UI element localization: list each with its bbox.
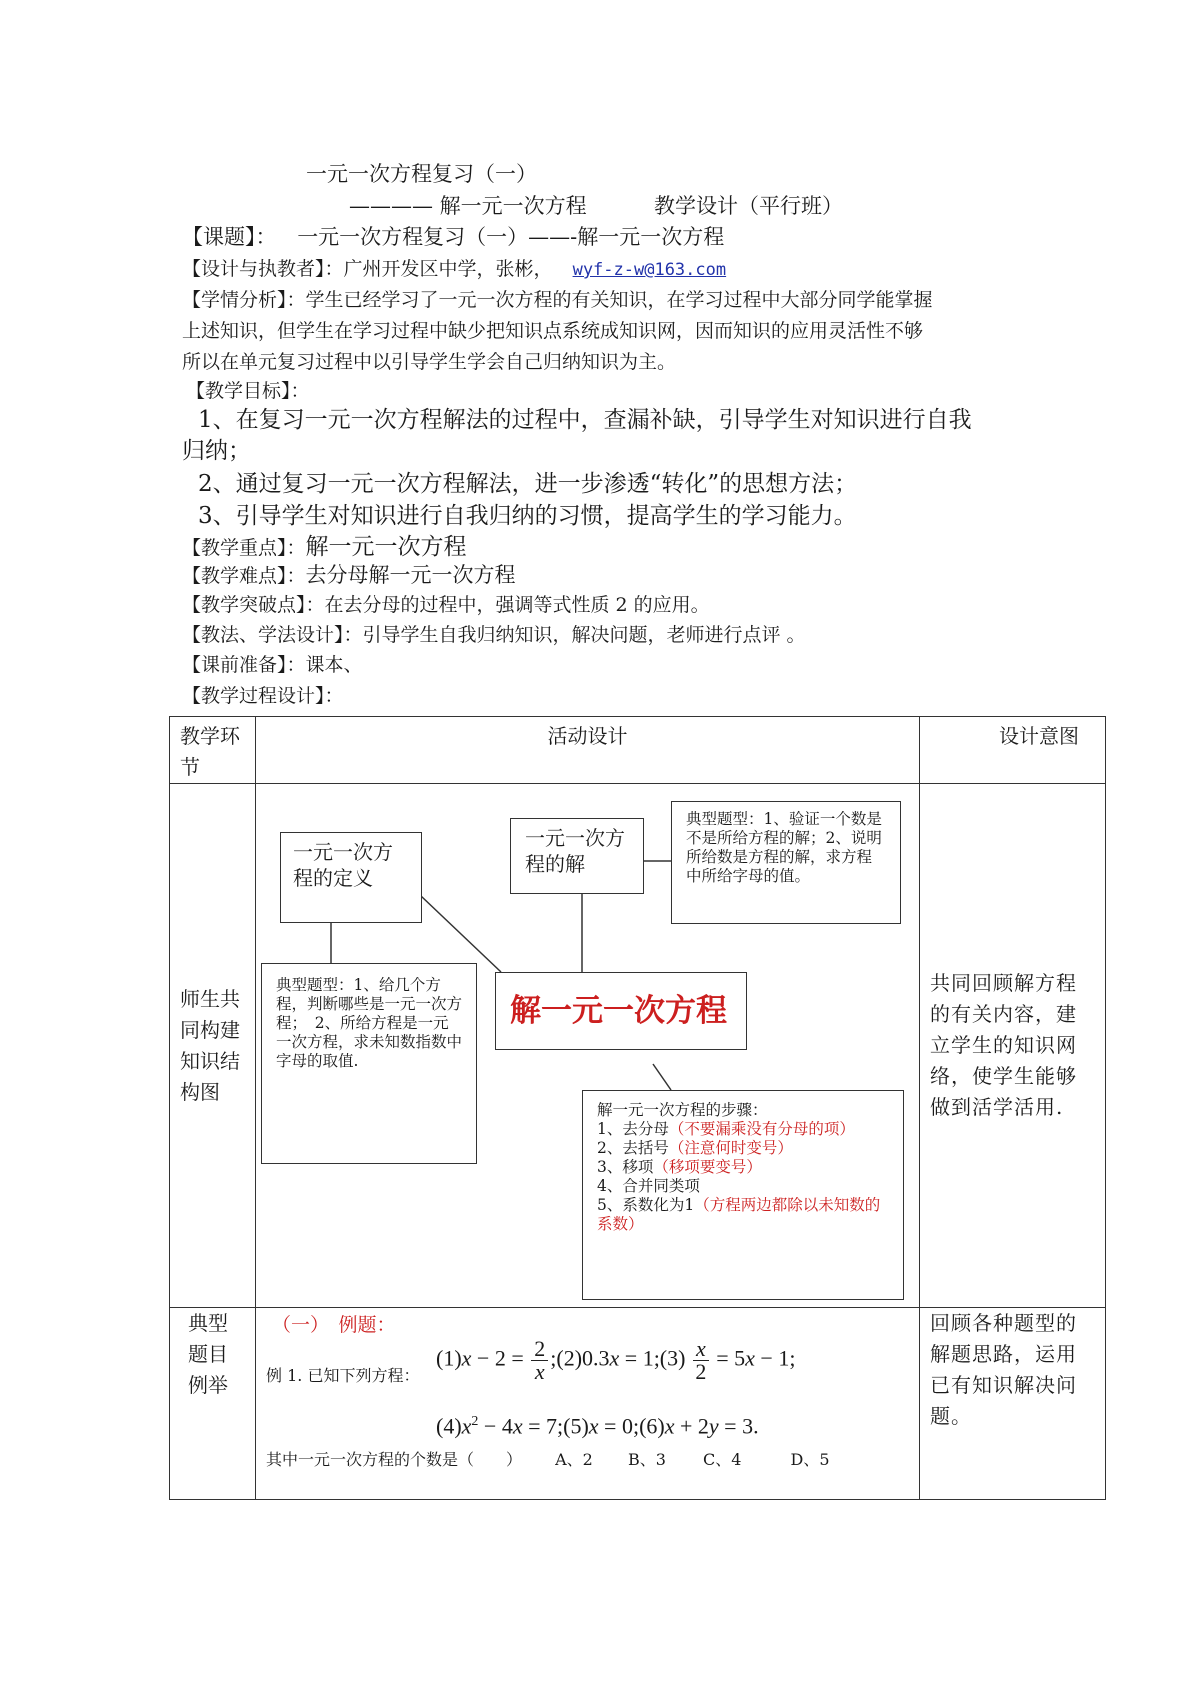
analysis-line2: 上述知识，但学生在学习过程中缺少把知识点系统成知识网，因而知识的应用灵活性不够 [182, 320, 924, 342]
stage-map: 师生共同构建知识结构图 [170, 784, 256, 1308]
header-stage: 教学环节 [170, 717, 256, 784]
goals-label: 【教学目标】： [186, 380, 310, 402]
line-definition-center [421, 896, 501, 972]
analysis-line3: 所以在单元复习过程中以引导学生学会自己归纳知识为主。 [182, 351, 677, 373]
author-label: 【设计与执教者】： [182, 258, 344, 280]
goal1-line1: 1、在复习一元一次方程解法的过程中，查漏补缺，引导学生对知识进行自我 [198, 407, 972, 433]
intent-examples: 回顾各种题型的解题思路，运用已有知识解决问题。 [920, 1308, 1106, 1500]
examples [256, 1308, 919, 1499]
option-c: C、4 [703, 1450, 742, 1469]
header-activity: 活动设计 [256, 717, 920, 784]
map-solution-types-box: 典型题型：1、验证一个数是不是所给方程的解；2、说明所给数是方程的解，求方程中所给字母的值。 [671, 801, 901, 924]
breakthrough-value: 在去分母的过程中，强调等式性质 2 的应用。 [324, 594, 710, 616]
example1-equations-line2: $(4)x^2 - 4x$ = 7;(5)x = 0;(6)x + 2y = 3. [436, 1413, 759, 1439]
difficulty-row [182, 559, 516, 589]
example1-label: 例 1. 已知下列方程： [266, 1366, 420, 1385]
step-3: 3、移项（移项要变号） [597, 1158, 762, 1176]
difficulty-label: 【教学难点】： [182, 565, 306, 587]
title-line2-right: 教学设计（平行班） [654, 194, 843, 218]
goal1-line2: 归纳； [182, 438, 251, 464]
prep-value: 课本、 [305, 654, 363, 676]
prep-row [182, 650, 363, 677]
title-line1: 一元一次方程复习（一） [306, 162, 537, 186]
example1-question: 其中一元一次方程的个数是（ ） A、2 B、3 C、4 D、5 [266, 1450, 830, 1469]
key-row [182, 528, 467, 561]
intent-map: 共同回顾解方程的有关内容，建立学生的知识网络，使学生能够做到活学活用. [920, 784, 1106, 1308]
prep-label: 【课前准备】： [182, 654, 306, 676]
map-steps-box [582, 1090, 904, 1300]
author-value: 广州开发区中学，张彬， [343, 258, 553, 280]
table-row-map [170, 784, 1106, 1308]
topic-row [182, 221, 724, 251]
stage-examples: 典型题目例举 [170, 1308, 256, 1500]
analysis-line1 [182, 285, 933, 312]
process-label: 【教学过程设计】： [182, 685, 344, 707]
steps-title: 解一元一次方程的步骤： [597, 1101, 768, 1119]
method-value: 引导学生自我归纳知识，解决问题，老师进行点评 。 [362, 624, 806, 646]
key-value: 解一元一次方程 [305, 534, 467, 560]
map-definition-types-box: 典型题型：1、给几个方程，判断哪些是一元一次方程； 2、所给方程是一元一次方程，求未知数指数中字母的取值. [261, 963, 477, 1164]
goal3: 3、引导学生对知识进行自我归纳的习惯，提高学生的学习能力。 [198, 503, 857, 529]
map-center-box: 解一元一次方程 [495, 972, 747, 1050]
analysis-label: 【学情分析】： [182, 289, 306, 311]
map-definition-box: 一元一次方程的定义 [280, 832, 422, 923]
examples-cell [256, 1308, 920, 1500]
goal2: 2、通过复习一元一次方程解法，进一步渗透“转化”的思想方法； [198, 471, 858, 497]
topic-value: 一元一次方程复习（一）——-解一元一次方程 [297, 225, 725, 249]
option-b: B、3 [627, 1450, 666, 1469]
title-line2: ———— 解一元一次方程 [349, 194, 587, 218]
knowledge-map [256, 784, 919, 1307]
line-center-steps [653, 1064, 671, 1090]
example1-equations-line1: (1)x − 2 = $\frac{2}{x}$ ;(2)0.3x = 1;(3) $\frac{x}{2}$ = 5x − 1; [436, 1336, 796, 1384]
step-4: 4、合并同类项 [597, 1177, 700, 1195]
step-5: 5、系数化为1（方程两边都除以未知数的系数） [597, 1196, 881, 1233]
key-label: 【教学重点】： [182, 537, 306, 559]
analysis-text-1: 学生已经学习了一元一次方程的有关知识，在学习过程中大部分同学能掌握 [305, 289, 933, 311]
step-1: 1、去分母（不要漏乘没有分母的项） [597, 1120, 855, 1138]
author-email-link[interactable]: wyf-z-w@163.com [572, 260, 727, 280]
fraction-2-over-x: $\frac{2}{x}$ [531, 1338, 548, 1383]
option-a: A、2 [555, 1450, 593, 1469]
fraction-x-over-2: $\frac{x}{2}$ [693, 1338, 709, 1383]
header-intent: 设计意图 [920, 717, 1106, 784]
breakthrough-row [182, 590, 710, 617]
examples-section-title: （一） 例题： [272, 1314, 396, 1336]
breakthrough-label: 【教学突破点】： [182, 594, 325, 616]
step-2: 2、去括号（注意何时变号） [597, 1139, 793, 1157]
table-row-examples [170, 1308, 1106, 1500]
method-label: 【教法、学法设计】： [182, 624, 363, 646]
process-table [169, 716, 1106, 1500]
topic-label: 【课题】： [182, 225, 277, 249]
knowledge-map-cell [256, 784, 920, 1308]
map-solution-box: 一元一次方程的解 [510, 818, 644, 894]
table-header-row [170, 717, 1106, 784]
method-row [182, 620, 806, 647]
author-row [182, 254, 726, 281]
option-d: D、5 [790, 1450, 830, 1469]
difficulty-value: 去分母解一元一次方程 [305, 563, 516, 587]
